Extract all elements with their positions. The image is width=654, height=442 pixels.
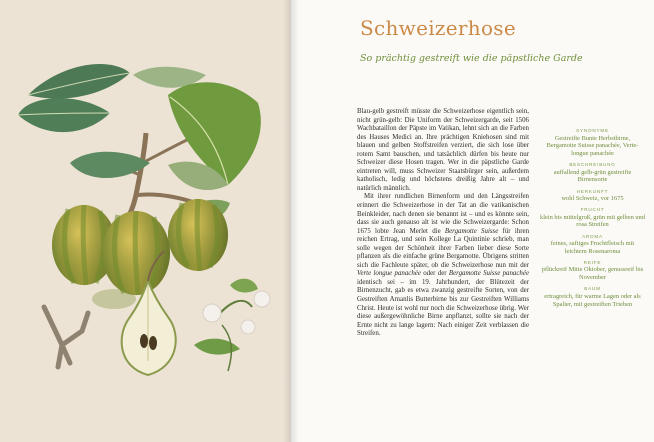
fact-item-aroma (540, 234, 645, 256)
fact-value: klein bis mittelgroß, grün mit gelben und rosa Streifen (540, 213, 645, 229)
fact-sidebar (540, 128, 645, 313)
page-title: Schweizerhose (360, 16, 516, 40)
body-paragraph (357, 108, 529, 193)
body-run: Blau-gelb gestreift müsste die Schweizerhose eigentlich sein, nicht grün-gelb: Die Uniform der Schweizergarde, seit 1506 Wachbataillon der Päpste im Vatikan, lehnt sich an die Farben des Hauses Medici an. Ihre prächtigen Kniehosen sind mit blauen und gelben Stoffstreifen verziert, die sich lose über rotem Samt bauschen, und tatsächlich dürfen bis heute nur Schweizer diese Hosen tragen. Wer in die päpstliche Garde eintreten will, muss Schweizer Staatsbürger sein, außerdem katholisch, ledig und höchstens dreißig Jahre alt – und natürlich männlich. (357, 108, 529, 192)
body-run: identisch sei – im 19. Jahrhundert, der Blütezeit der Birnenzucht, gab es etwa zwanzig gestreifte Sorten, von der Gestreiften Amanlis Butterbirne bis zur Gestreiften Williams Christ. Heute ist wohl nur noch die Schweizerhose übrig. Wer diese außergewöhnliche Birne anpflanzt, sollte sie nach der Ernte nicht zu lange lagern: Nach einiger Zeit verblassen die Streifen. (357, 278, 529, 338)
book-gutter-shadow (283, 0, 299, 442)
fact-value: pflückreif Mitte Oktober, genussreif bis November (541, 266, 644, 282)
fact-value: feines, saftiges Fruchtfleisch mit leichtem Rosenaroma (550, 240, 635, 255)
fact-label: BAUM (584, 286, 601, 292)
fact-item-reife (540, 260, 645, 282)
body-italic-run: Bergamotte Suisse (444, 227, 499, 235)
fact-value: Gestreifte Bunte Herbstbirne, Bergamotte Suisse panachée, Verte-longue panachée (546, 134, 639, 158)
fact-label: SYNONYME (576, 128, 609, 133)
left-page (0, 0, 291, 442)
fact-value: auffallend gelb-grün gestreifte Birnensorte (553, 168, 632, 184)
pear-botanical-illustration (18, 45, 280, 390)
body-run: oder der (420, 270, 449, 278)
fact-label: AROMA (582, 233, 603, 239)
body-italic-run: Bergamotte Suisse panachée (448, 270, 529, 278)
fact-value: ertragreich, für warme Lagen oder als Spalier, mit gestreiften Trieben (544, 292, 641, 308)
body-italic-run: Verte longue panachée (357, 270, 421, 278)
body-text (357, 108, 529, 339)
fact-item-beschreibung (540, 162, 645, 184)
fact-label: REIFE (583, 259, 602, 265)
fact-item-synonyme (540, 128, 645, 158)
fact-item-baum (540, 286, 645, 308)
fact-item-herkunft (540, 189, 645, 203)
page-subtitle: So prächtig gestreift wie die päpstliche Garde (360, 53, 583, 64)
fact-item-frucht (540, 207, 645, 229)
fact-label: HERKUNFT (576, 188, 609, 194)
body-paragraph (357, 193, 529, 338)
body-run: für ihren reichen Ertrag, und sein Kollege La Quintinie schrieb, man solle wegen der Schönheit ihrer Farben lieber diese Sorte pflanzen als die einfache grüne Bergamotte. Übrigens stritten sich die Fachleute später, ob die Schweizerhose nun mit der (357, 227, 530, 269)
fact-label: BESCHREIBUNG (569, 162, 616, 168)
body-run: Mit ihrer rundlichen Birnenform und den Längsstreifen erinnert die Schweizerhose in der Tat an die vatikanischen Beinkleider, nach denen sie benannt ist – und es könnte sein, dass sie auch genauso alt ist wie die Schweizergarde: Schon 1675 lobte Jean Merlet die (357, 193, 529, 235)
fact-label: FRUCHT (580, 207, 605, 213)
fact-value: wohl Schweiz, vor 1675 (561, 195, 624, 203)
